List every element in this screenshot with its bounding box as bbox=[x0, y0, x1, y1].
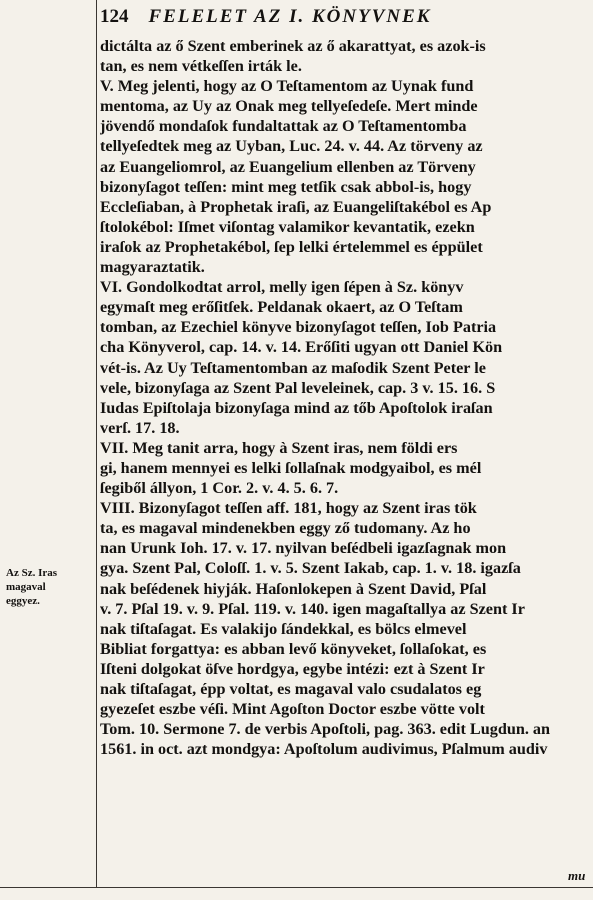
text-line: gyezeſet eszbe véſi. Mint Agoſton Doctor eszbe vötte volt bbox=[100, 700, 485, 719]
text-line: tomban, az Ezechiel könyve bizonyſagot teſſen, Iob Patria bbox=[100, 318, 497, 337]
text-line: Bibliat forgattya: es abban levő könyveket, ſollaſokat, es bbox=[100, 639, 487, 658]
marginal-note-line: magaval bbox=[6, 581, 46, 593]
text-line: iraſok az Prophetakébol, ſep lelki értelemmel es éppület bbox=[100, 237, 483, 256]
text-line: cha Könyverol, cap. 14. v. 14. Erőſiti ugyan ott Daniel Kön bbox=[100, 338, 503, 357]
text-line: Iudas Epiſtolaja bizonyſaga mind az tőb Apoſtolok iraſan bbox=[100, 398, 493, 417]
text-line: az Euangeliomrol, az Euangelium ellenben az Törveny bbox=[100, 157, 476, 176]
text-line: Iſteni dolgokat öſve hordgya, egybe intézi: ezt à Szent Ir bbox=[100, 659, 485, 678]
text-line: 1561. in oct. azt mondgya: Apoſtolum audivimus, Pſalmum audiv bbox=[100, 740, 548, 759]
text-line: Eccleſiaban, à Prophetak iraſi, az Euangeliſtakébol es Ap bbox=[100, 197, 492, 216]
text-line: jövendő mondaſok fundaltattak az O Teſtamentomba bbox=[100, 117, 467, 136]
text-line: mentoma, az Uy az Onak meg tellyeſedeſe. Mert minde bbox=[100, 97, 478, 116]
margin-rule bbox=[96, 0, 97, 888]
body-text bbox=[100, 36, 590, 759]
running-head: FELELET AZ I. KÖNYVNEK bbox=[148, 6, 432, 27]
text-line: bizonyſagot teſſen: mint meg tetſik csak abbol-is, hogy bbox=[100, 177, 472, 196]
text-line: vét-is. Az Uy Teſtamentomban az maſodik Szent Peter le bbox=[100, 358, 486, 377]
text-line: nak tiſtaſagat. Es valakijo ſándekkal, es bölcs elmevel bbox=[100, 619, 467, 638]
text-line: VII. Meg tanit arra, hogy à Szent iras, nem földi ers bbox=[100, 438, 458, 457]
marginal-note-line: Az Sz. Iras bbox=[6, 567, 58, 579]
text-line: tan, es nem vétkeſſen irták le. bbox=[100, 57, 302, 76]
text-line: verſ. 17. 18. bbox=[100, 418, 180, 437]
text-line: nak beſédenek hiyják. Haſonlokepen à Szent David, Pſal bbox=[100, 579, 487, 598]
text-line: vele, bizonyſaga az Szent Pal leveleinek, cap. 3 v. 15. 16. S bbox=[100, 378, 496, 397]
text-line: dictálta az ő Szent emberinek az ő akarattyat, es azok-is bbox=[100, 37, 486, 55]
text-line: Tom. 10. Sermone 7. de verbis Apoſtoli, pag. 363. edit Lugdun. an bbox=[100, 720, 551, 739]
text-line: gi, hanem mennyei es lelki ſollaſnak modgyaibol, es mél bbox=[100, 458, 482, 477]
marginal-note bbox=[6, 566, 92, 608]
bottom-rule bbox=[0, 887, 593, 888]
text-line: tellyeſedtek meg az Uyban, Luc. 24. v. 44. Az törveny az bbox=[100, 137, 483, 156]
text-line: ſegiből állyon, 1 Cor. 2. v. 4. 5. 6. 7. bbox=[100, 479, 339, 498]
text-line: ſtolokébol: Iſmet viſontag valamikor kevantatik, ezekn bbox=[100, 217, 475, 236]
text-line: gya. Szent Pal, Coloſſ. 1. v. 5. Szent Iakab, cap. 1. v. 18. igazſa bbox=[100, 559, 521, 578]
catchword: mu bbox=[568, 868, 586, 883]
text-line: VI. Gondolkodtat arrol, melly igen ſépen à Sz. könyv bbox=[100, 278, 464, 297]
text-line: nak tiſtaſagat, épp voltat, es magaval valo csudalatos eg bbox=[100, 680, 482, 698]
text-line: VIII. Bizonyſagot teſſen aff. 181, hogy az Szent iras tök bbox=[100, 499, 477, 518]
text-line: nan Urunk Ioh. 17. v. 17. nyilvan beſédbeli igazſagnak mon bbox=[100, 539, 507, 558]
marginal-note-line: eggyez. bbox=[6, 595, 40, 607]
text-line: ta, es magaval mindenekben eggy ző tudomany. Az ho bbox=[100, 519, 471, 538]
page-header bbox=[100, 6, 590, 32]
text-line: V. Meg jelenti, hogy az O Teſtamentom az Uynak fund bbox=[100, 77, 474, 96]
page-number: 124 bbox=[100, 6, 129, 27]
text-line: egymaſt meg erőſitſek. Peldanak okaert, az O Teſtam bbox=[100, 298, 463, 317]
text-line: magyaraztatik. bbox=[100, 258, 205, 277]
text-line: v. 7. Pſal 19. v. 9. Pſal. 119. v. 140. igen magaſtallya az Szent Ir bbox=[100, 599, 525, 618]
